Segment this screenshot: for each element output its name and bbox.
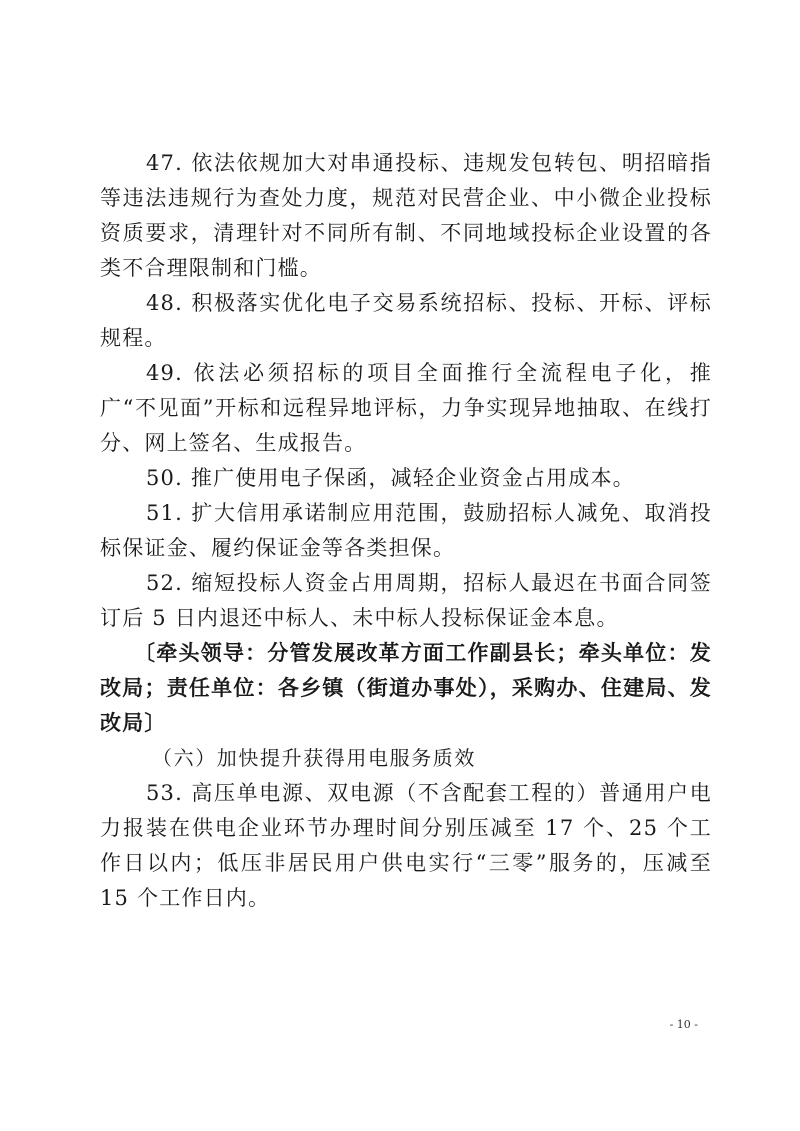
- item-48: 48. 积极落实优化电子交易系统招标、投标、开标、评标规程。: [100, 291, 712, 350]
- responsibility-note: 〔牵头领导：分管发展改革方面工作副县长；牵头单位：发改局；责任单位：各乡镇（街道办事处），采购办、住建局、发改局〕: [100, 641, 712, 735]
- item-53: 53. 高压单电源、双电源（不含配套工程的）普通用户电力报装在供电企业环节办理时间分别压减至 17 个、25 个工作日以内；低压非居民用户供电实行“三零”服务的，压减至 15 个工作日内。: [100, 781, 712, 910]
- page-number: - 10 -: [669, 1018, 698, 1031]
- section-heading: （六）加快提升获得用电服务质效: [152, 746, 476, 770]
- item-50: 50. 推广使用电子保函，减轻企业资金占用成本。: [146, 466, 635, 490]
- item-51: 51. 扩大信用承诺制应用范围，鼓励招标人减免、取消投标保证金、履约保证金等各类担保。: [100, 501, 712, 560]
- item-49: 49. 依法必须招标的项目全面推行全流程电子化，推广“不见面”开标和远程异地评标，力争实现异地抽取、在线打分、网上签名、生成报告。: [100, 361, 712, 455]
- item-47: 47. 依法依规加大对串通投标、违规发包转包、明招暗指等违法违规行为查处力度，规范对民营企业、中小微企业投标资质要求，清理针对不同所有制、不同地域投标企业设置的各类不合理限制和门槛。: [100, 151, 712, 280]
- item-52: 52. 缩短投标人资金占用周期，招标人最迟在书面合同签订后 5 日内退还中标人、未中标人投标保证金本息。: [100, 571, 712, 630]
